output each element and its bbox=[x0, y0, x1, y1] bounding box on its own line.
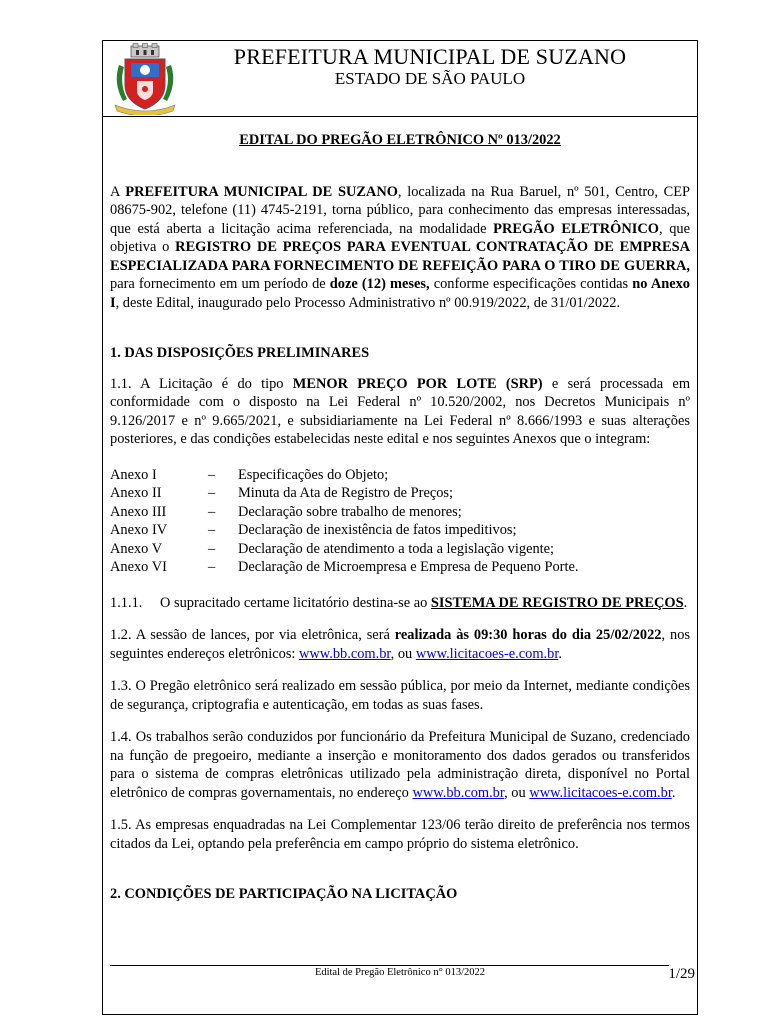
paragraph-1-1: 1.1. A Licitação é do tipo MENOR PREÇO POR LOTE (SRP) e será processada em conformidade com o disposto na Lei Federal nº 10.520/2002, nos Decretos Municipais nº 9.126/2017 e nº 9.665/2021, e subsidiariamente na Lei Federal nº 8.666/1993 e suas alterações posteriores, e das condições estabelecidas neste edital e nos seguintes Anexos que o integram: bbox=[110, 375, 691, 447]
section-1-heading: 1. DAS DISPOSIÇÕES PRELIMINARES bbox=[110, 345, 370, 361]
link-licitacoes[interactable]: www.licitacoes-e.com.br bbox=[529, 784, 672, 801]
document-title: EDITAL DO PREGÃO ELETRÔNICO Nº 013/2022 bbox=[239, 132, 561, 148]
paragraph-1-3: 1.3. O Pregão eletrônico será realizado em sessão pública, por meio da Internet, mediante condições de segurança, criptografia e autenticação, em todas as suas fases. bbox=[110, 678, 690, 713]
document-body bbox=[110, 131, 690, 904]
annex-item: Anexo IV – Declaração de inexistência de fatos impeditivos; bbox=[110, 522, 517, 538]
paragraph-1-5: 1.5. As empresas enquadradas na Lei Complementar 123/06 terão direito de preferência nos termos citados da Lei, optando pela preferência em campo próprio do sistema eletrônico. bbox=[110, 817, 690, 852]
link-bb[interactable]: www.bb.com.br bbox=[412, 784, 505, 801]
link-bb[interactable]: www.bb.com.br bbox=[299, 645, 391, 662]
paragraph-1-2: 1.2. A sessão de lances, por via eletrônica, será realizada às 09:30 horas do dia 25/02/2022, nos seguintes endereços eletrônicos: www.bb.com.br, ou www.licitacoes-e.com.br. bbox=[110, 627, 691, 662]
annex-item: Anexo III – Declaração sobre trabalho de menores; bbox=[110, 503, 462, 520]
annex-item: Anexo VI – Declaração de Microempresa e Empresa de Pequeno Porte. bbox=[110, 559, 579, 575]
page-frame bbox=[102, 40, 698, 1015]
footer-divider bbox=[110, 965, 669, 966]
paragraph-1-1-1: 1.1.1. O supracitado certame licitatório destina-se ao SISTEMA DE REGISTRO DE PREÇOS. bbox=[110, 594, 688, 611]
annex-item: Anexo II – Minuta da Ata de Registro de Preços; bbox=[110, 485, 454, 501]
page-number: 1/29 bbox=[668, 966, 695, 982]
section-2-heading: 2. CONDIÇÕES DE PARTICIPAÇÃO NA LICITAÇÃO bbox=[110, 886, 458, 902]
annex-item: Anexo V – Declaração de atendimento a toda a legislação vigente; bbox=[110, 540, 555, 557]
annex-list bbox=[110, 466, 690, 577]
state-subtitle: ESTADO DE SÃO PAULO bbox=[334, 69, 526, 88]
paragraph-1-4: 1.4. Os trabalhos serão conduzidos por funcionário da Prefeitura Municipal de Suzano, credenciado na função de pregoeiro, mediante a inserção e monitoramento dos dados gerados ou transferidos para o sistema de compras eletrônicas utilizado pela administração direta, disponível no Portal eletrônico de compras governamentais, no endereço www.bb.com.br, ou www.licitacoes-e.com.br. bbox=[110, 729, 690, 801]
municipality-title: PREFEITURA MUNICIPAL DE SUZANO bbox=[233, 44, 627, 69]
header-divider bbox=[103, 116, 697, 117]
annex-item: Anexo I – Especificações do Objeto; bbox=[110, 466, 389, 483]
letterhead bbox=[103, 41, 697, 116]
link-licitacoes[interactable]: www.licitacoes-e.com.br bbox=[415, 645, 559, 662]
footer-title: Edital de Pregão Eletrônico n° 013/2022 bbox=[314, 967, 486, 978]
intro-paragraph: A PREFEITURA MUNICIPAL DE SUZANO, localizada na Rua Baruel, nº 501, Centro, CEP 08675-902, telefone (11) 4745-2191, torna público, para conhecimento das empresas interessadas, que está aberta a licitação acima referenciada, na modalidade PREGÃO ELETRÔNICO, que objetiva o REGISTRO DE PREÇOS PARA EVENTUAL CONTRATAÇÃO DE EMPRESA ESPECIALIZADA PARA FORNECIMENTO DE REFEIÇÃO PARA O TIRO DE GUERRA, para fornecimento em um período de doze (12) meses, conforme especificações contidas no Anexo I, deste Edital, inaugurado pelo Processo Administrativo nº 00.919/2022, de 31/01/2022. bbox=[110, 183, 691, 311]
